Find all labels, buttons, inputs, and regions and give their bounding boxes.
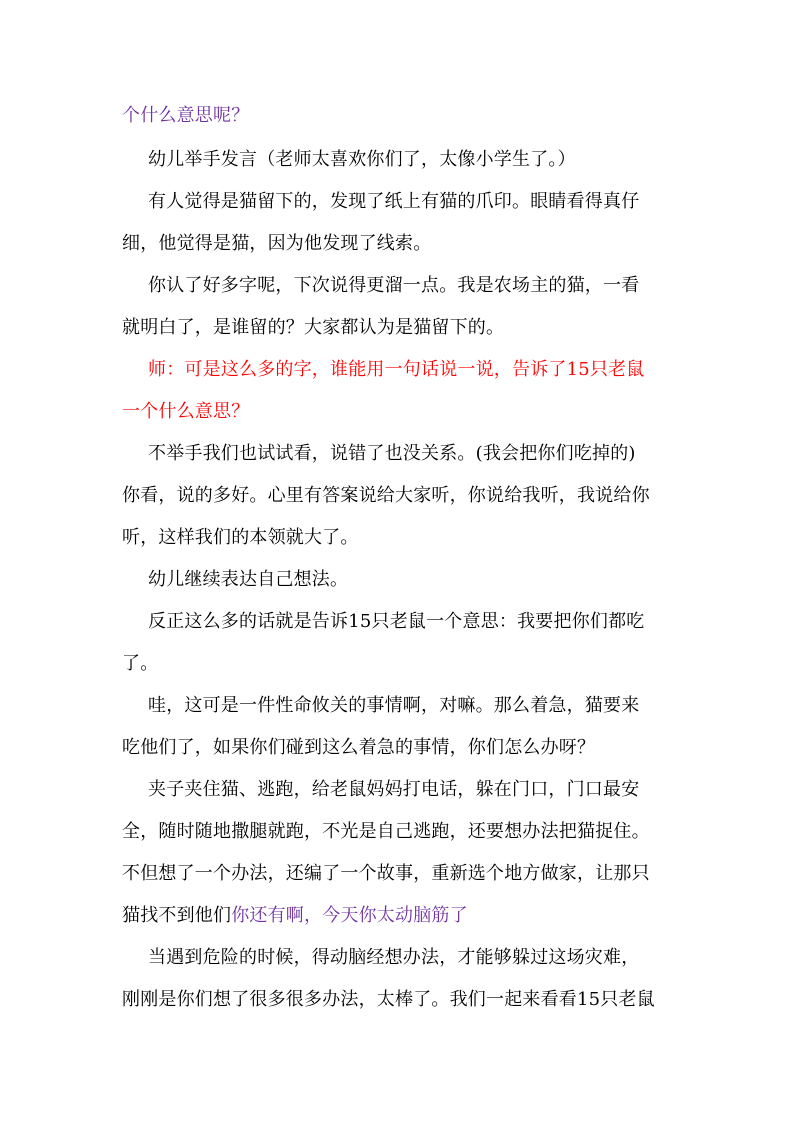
- line-7: 师：可是这么多的字，谁能用一句话说一说，告诉了15只老鼠: [148, 359, 645, 380]
- line-11: 听，这样我们的本领就大了。: [122, 527, 359, 548]
- line-20-part-2: 你还有啊，今天你太动脑筋了: [231, 905, 468, 926]
- line-20: [122, 904, 468, 928]
- line-8: 一个什么意思？: [122, 401, 250, 422]
- line-3: 有人觉得是猫留下的，发现了纸上有猫的爪印。眼睛看得真仔: [148, 191, 640, 212]
- line-12: 幼儿继续表达自己想法。: [148, 569, 349, 590]
- line-6: 就明白了，是谁留的？大家都认为是猫留下的。: [122, 317, 505, 338]
- line-16: 吃他们了，如果你们碰到这么着急的事情，你们怎么办呀？: [122, 737, 596, 758]
- line-1: 个什么意思呢？: [122, 105, 250, 126]
- line-14: 了。: [122, 653, 159, 674]
- line-20-part-1: 猫找不到他们: [122, 905, 232, 926]
- line-2: 幼儿举手发言（老师太喜欢你们了，太像小学生了。）: [148, 149, 576, 170]
- line-10: 你看，说的多好。心里有答案说给大家听，你说给我听，我说给你: [122, 485, 650, 506]
- line-21: 当遇到危险的时候，得动脑经想办法，才能够躲过这场灾难，: [148, 947, 640, 968]
- line-17: 夹子夹住猫、逃跑，给老鼠妈妈打电话，躲在门口，门口最安: [148, 779, 640, 800]
- line-18: 全，随时随地撒腿就跑，不光是自己逃跑，还要想办法把猫捉住。: [122, 821, 650, 842]
- line-5: 你认了好多字呢，下次说得更溜一点。我是农场主的猫，一看: [148, 275, 640, 296]
- line-22: 刚刚是你们想了很多很多办法，太棒了。我们一起来看看15只老鼠: [122, 989, 655, 1010]
- line-15: 哇，这可是一件性命攸关的事情啊，对嘛。那么着急，猫要来: [148, 695, 640, 716]
- line-19: 不但想了一个办法，还编了一个故事，重新选个地方做家，让那只: [122, 863, 650, 884]
- line-13: 反正这么多的话就是告诉15只老鼠一个意思：我要把你们都吃: [148, 611, 645, 632]
- line-9: 不举手我们也试试看，说错了也没关系。(我会把你们吃掉的): [148, 443, 636, 464]
- line-4: 细，他觉得是猫，因为他发现了线索。: [122, 233, 432, 254]
